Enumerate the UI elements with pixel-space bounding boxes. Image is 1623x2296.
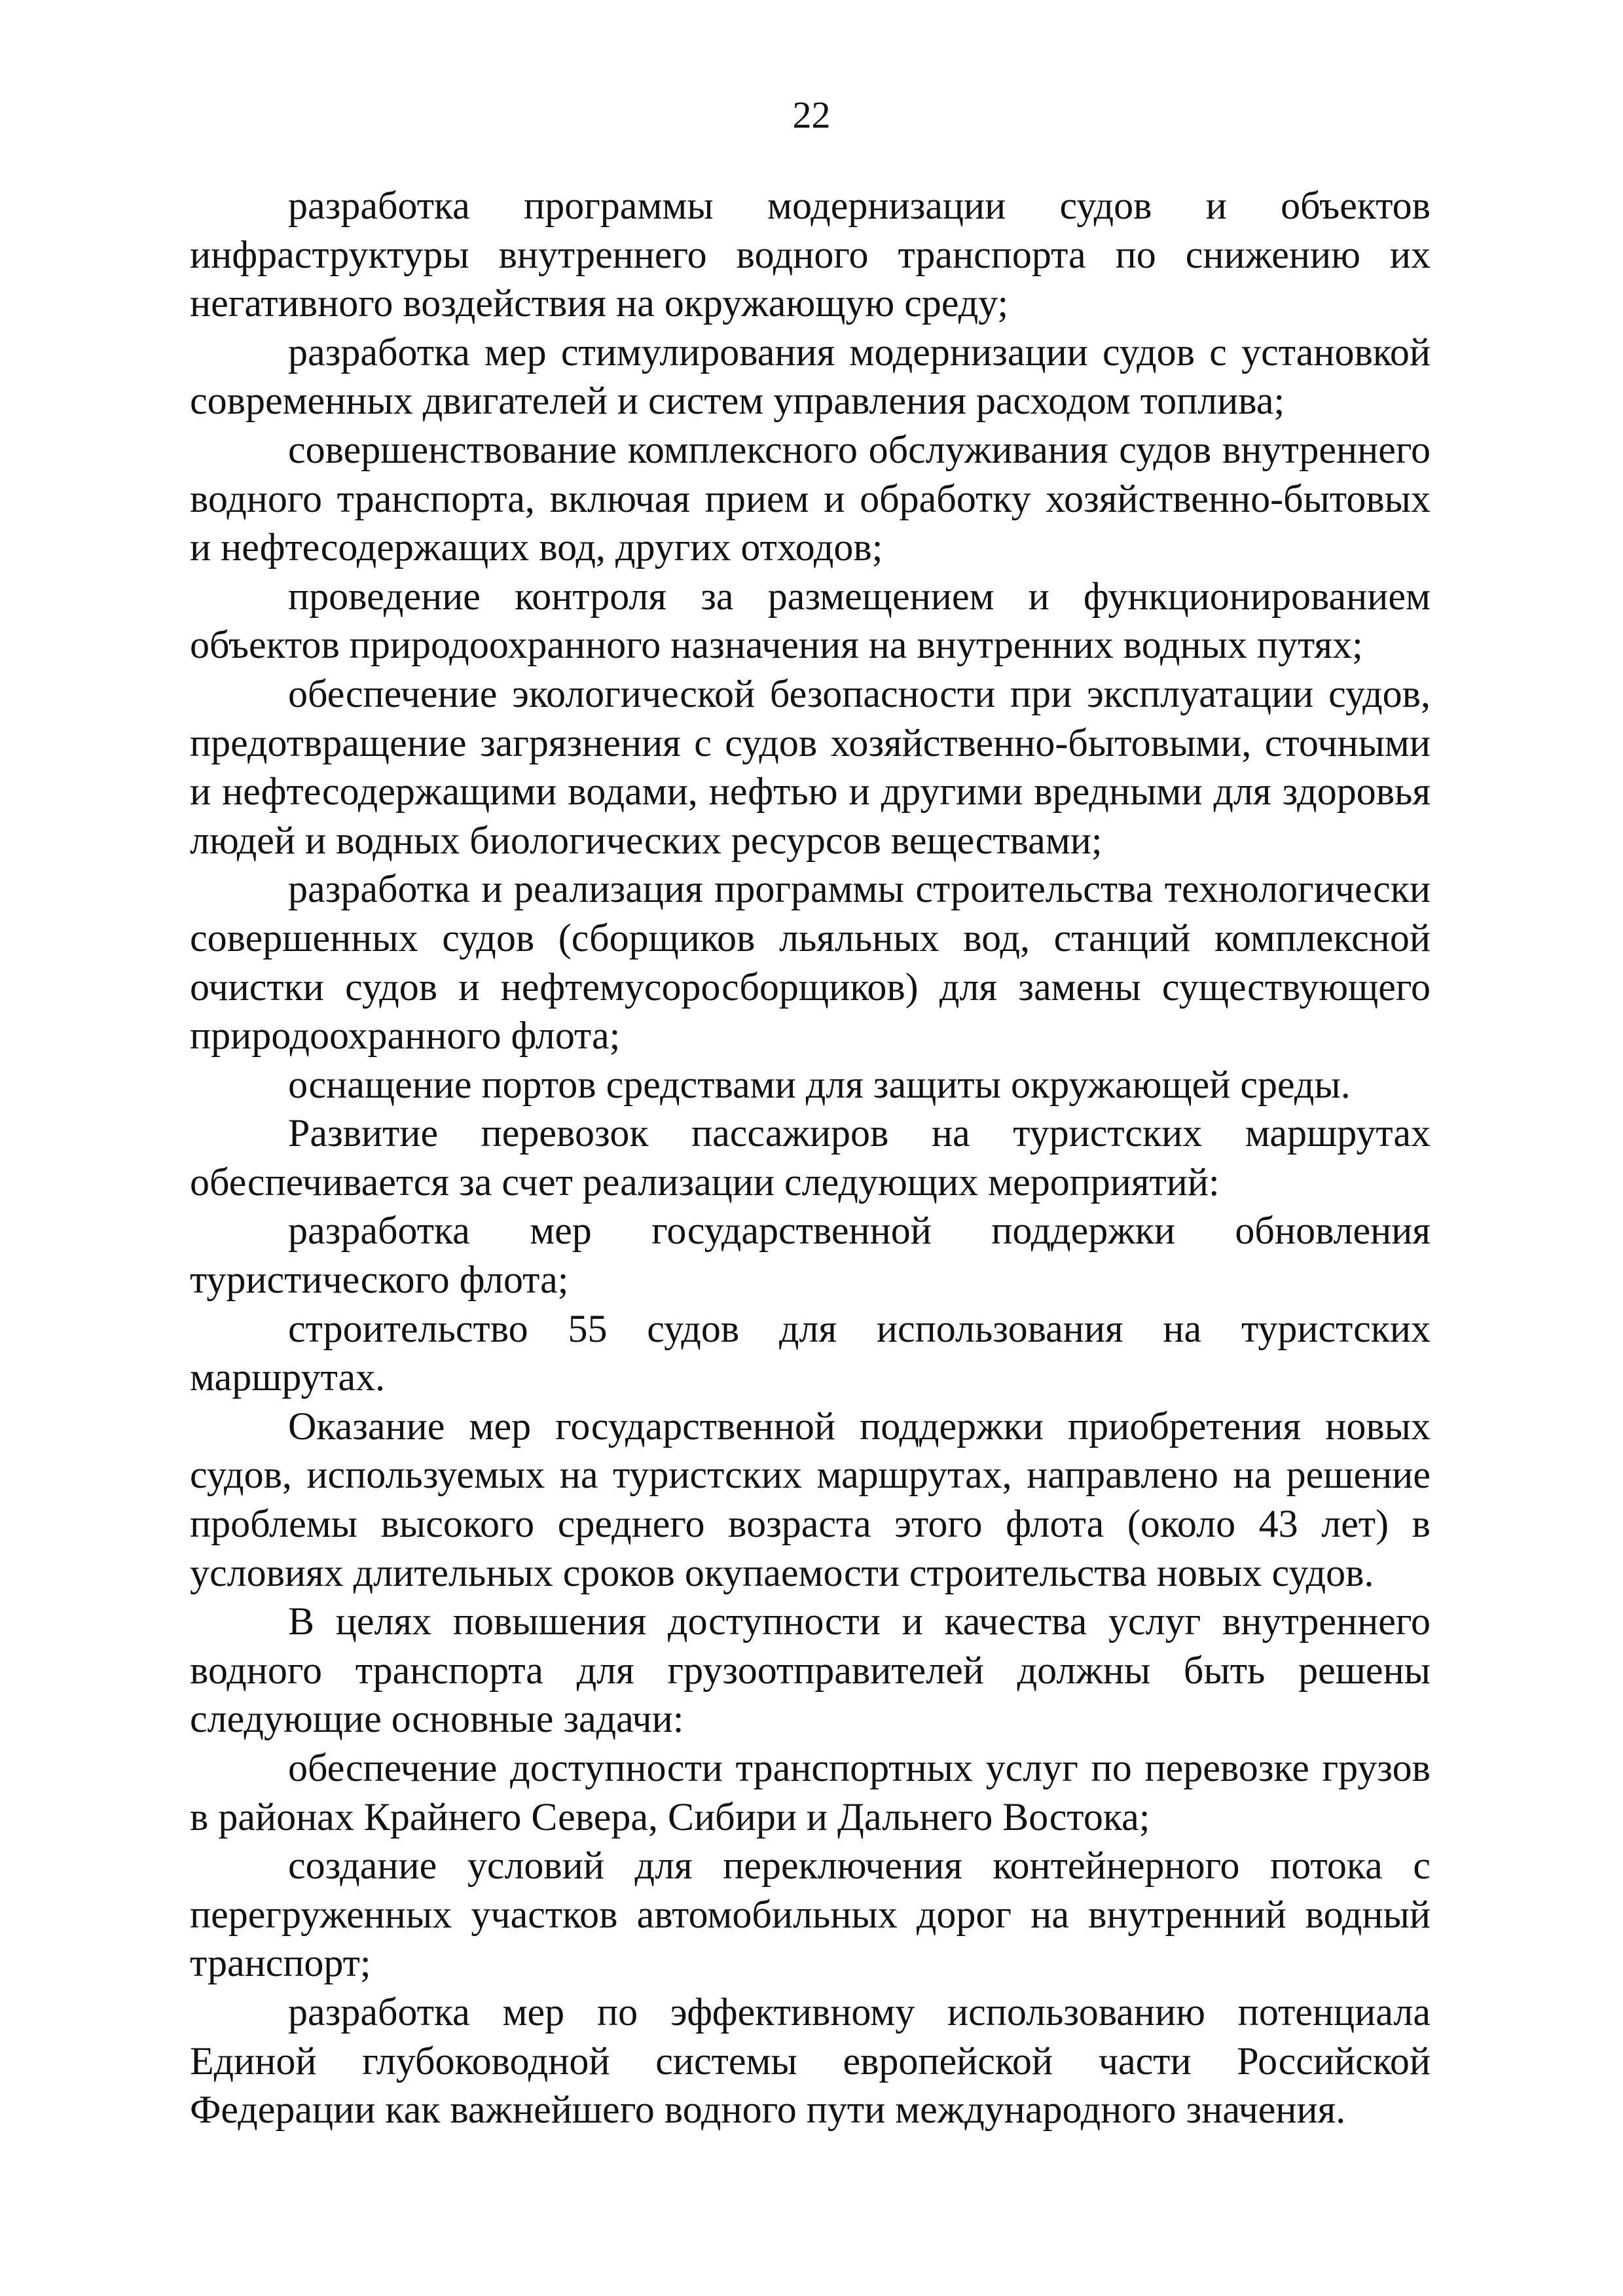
paragraph: оснащение портов средствами для защиты окружающей среды. <box>288 1062 1351 1106</box>
document-body <box>190 181 1431 2134</box>
paragraph: разработка мер по эффективному использованию потенциала Единой глубоководной системы европейской части Российской Федерации как важнейшего водного пути международного значения. <box>190 1990 1431 2132</box>
page-number: 22 <box>792 94 831 136</box>
paragraph: обеспечение экологической безопасности при эксплуатации судов, предотвращение загрязнения с судов хозяйственно-бытовыми, сточными и нефтесодержащими водами, нефтью и другими вредными для здоровья людей и водных биологических ресурсов веществами; <box>190 672 1431 862</box>
paragraph: создание условий для переключения контейнерного потока с перегруженных участков автомобильных дорог на внутренний водный транспорт; <box>190 1844 1431 1985</box>
paragraph: разработка мер государственной поддержки обновления туристического флота; <box>190 1209 1431 1302</box>
paragraph: обеспечение доступности транспортных услуг по перевозке грузов в районах Крайнего Севера, Сибири и Дальнего Востока; <box>190 1746 1431 1839</box>
paragraph: Оказание мер государственной поддержки приобретения новых судов, используемых на туристских маршрутах, направлено на решение проблемы высокого среднего возраста этого флота (около 43 лет) в условиях длительных сроков окупаемости строительства новых судов. <box>190 1404 1431 1594</box>
paragraph: разработка и реализация программы строительства технологически совершенных судов (сборщиков льяльных вод, станций комплексной очистки судов и нефтемусоросборщиков) для замены существующего природоохранного флота; <box>190 867 1431 1058</box>
paragraph: разработка программы модернизации судов и объектов инфраструктуры внутреннего водного транспорта по снижению их негативного воздействия на окружающую среду; <box>190 184 1431 325</box>
paragraph: проведение контроля за размещением и функционированием объектов природоохранного назначения на внутренних водных путях; <box>190 574 1431 667</box>
paragraph: совершенствование комплексного обслуживания судов внутреннего водного транспорта, включая прием и обработку хозяйственно-бытовых и нефтесодержащих вод, других отходов; <box>190 427 1431 569</box>
paragraph: разработка мер стимулирования модернизации судов с установкой современных двигателей и систем управления расходом топлива; <box>190 330 1431 423</box>
paragraph: Развитие перевозок пассажиров на туристских маршрутах обеспечивается за счет реализации следующих мероприятий: <box>190 1111 1431 1204</box>
paragraph: В целях повышения доступности и качества услуг внутреннего водного транспорта для грузоотправителей должны быть решены следующие основные задачи: <box>190 1600 1431 1741</box>
paragraph: строительство 55 судов для использования на туристских маршрутах. <box>190 1306 1431 1399</box>
